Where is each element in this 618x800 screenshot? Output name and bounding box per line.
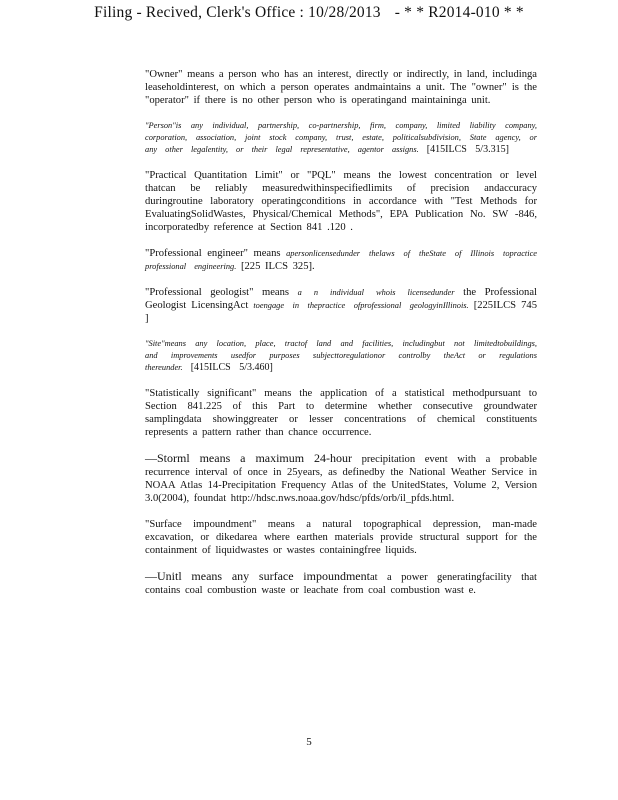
definitions-list: [145, 68, 537, 610]
citation: [415ILCS 5/3.315]: [426, 144, 509, 155]
definition-person: "Person"is any individual, partnership, co-partnership, firm, company, limited liability company, corporation, association, joint stock company, trust, estate, politicalsubdivision, State agency, or any other legalentity, or their legal representative, agentor assigns. [415ILCS 5/3.315]: [145, 121, 537, 155]
definition-pql: "Practical Quantitation Limit" or "PQL" means the lowest concentration or level thatcan be reliably measuredwithinspecifiedlimits of precision andaccuracy duringroutine laboratory operatingconditions in accordance with "Test Methods for EvaluatingSolidWastes, Physical/Chemical Methods", EPA Publication No. SW -846, incorporatedby reference at Section 841 .120 .: [145, 170, 537, 233]
definition-professional-geologist: "Professional geologist" means a n individual whois licensedunder the Professional Geologist LicensingAct toengage in thepractice ofprofessional geologyinIllinois. [225ILCS 745 ]: [145, 287, 538, 324]
definition-unit: —Unitl means any surface impoundmentat a power generatingfacility that contains coal combustion waste or leachate from coal combustion wast e.: [145, 569, 537, 596]
definition-owner: "Owner" means a person who has an interest, directly or indirectly, in land, includinga leaseholdinterest, on which a person operates andmaintains a unit. The "owner" is the "operator" if there is no other person who is operatingand maintaininga unit.: [145, 69, 537, 106]
citation: [415ILCS 5/3.460]: [190, 362, 273, 373]
citation: [225 ILCS 325].: [240, 261, 315, 272]
filing-stamp: Filing - Recived, Clerk's Office : 10/28/2013: [94, 4, 381, 21]
docket-number: - * * R2014-010 * *: [394, 4, 524, 21]
definition-surface-impoundment: "Surface impoundment" means a natural topographical depression, man-made excavation, or dikedarea where earthen materials provide structural support for the containment of liquidwastes or wastes containingfree liquids.: [145, 519, 537, 556]
definition-storm: —Storml means a maximum 24-hour precipitation event with a probable recurrence interval of once in 25years, as definedby the National Weather Service in NOAA Atlas 14-Precipitation Frequency Atlas of the UnitedStates, Volume 2, Version 3.0(2004), foundat http://hdsc.nws.noaa.gov/hdsc/pfds/orb/il_pfds.html.: [145, 451, 537, 504]
filing-header: [0, 4, 618, 22]
definition-site: "Site"means any location, place, tractof land and facilities, includingbut not limitedtobuildings, and improvements usedfor purposes subjecttoregulationor controlby theAct or regulations thereunder. [415ILCS 5/3.460]: [145, 339, 537, 373]
citation: [225ILCS 745 ]: [145, 300, 537, 324]
definition-professional-engineer: "Professional engineer" means apersonlicensedunder thelaws of theState of Illinois topractice professional engineering. [225 ILCS 325].: [145, 248, 538, 272]
page-number: 5: [306, 736, 312, 748]
definition-statistically-significant: "Statistically significant" means the application of a statistical methodpursuant to Section 841.225 of this Part to determine whether consecutive groundwater samplingdata showinggreater or lesser concentrations of chemical constituents represents a pattern rather than chance occurrence.: [145, 388, 537, 438]
